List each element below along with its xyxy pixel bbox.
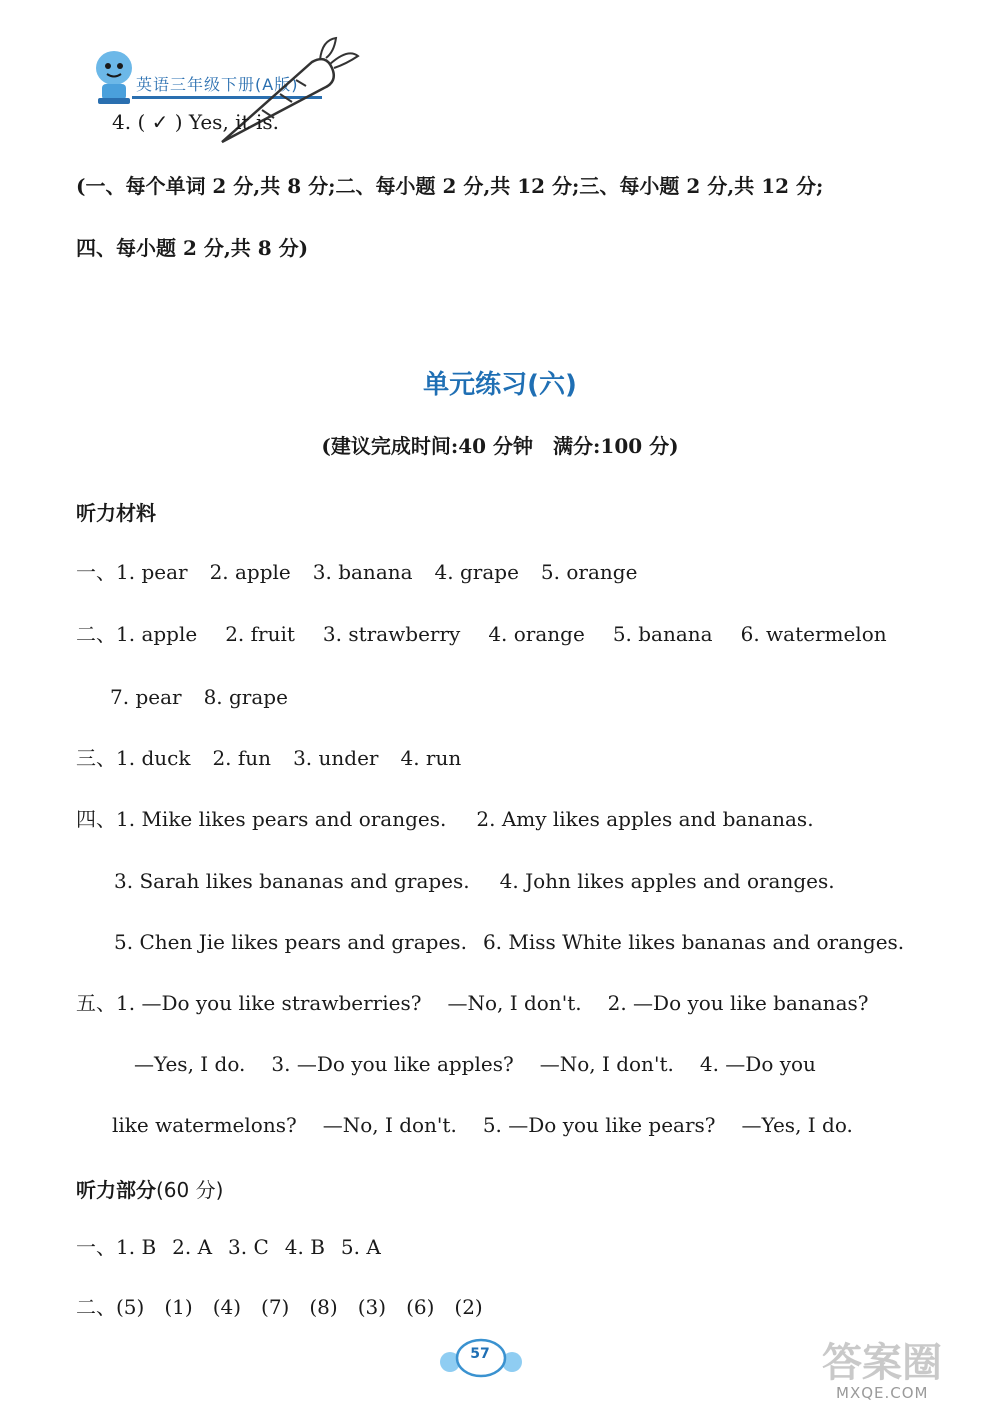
answer-item: 5. A bbox=[340, 1235, 381, 1259]
answer-item: (3) bbox=[357, 1295, 387, 1319]
list-item: 6. Miss White likes bananas and oranges. bbox=[482, 930, 905, 954]
list-item: 1. —Do you like strawberries? bbox=[116, 991, 422, 1015]
list-item: 4. —Do you bbox=[699, 1052, 816, 1076]
section-label: 五、 bbox=[76, 991, 116, 1015]
listening-part-title: 听力部分 bbox=[76, 1178, 156, 1202]
section-label: 二、 bbox=[76, 622, 116, 646]
list-item: 2. Amy likes apples and bananas. bbox=[476, 807, 814, 831]
section-label: 二、 bbox=[76, 1295, 116, 1319]
listening-part-heading bbox=[76, 1174, 223, 1203]
answer-item: (5) bbox=[116, 1295, 145, 1319]
list-item: 2. apple bbox=[209, 560, 291, 584]
list-item: 4. run bbox=[400, 746, 462, 770]
answer-item: (7) bbox=[261, 1295, 290, 1319]
answer-item: 4. B bbox=[284, 1235, 325, 1259]
list-item: 1. duck bbox=[116, 746, 191, 770]
list-item: like watermelons? bbox=[112, 1113, 297, 1137]
list-item: 4. grape bbox=[434, 560, 519, 584]
page-header bbox=[92, 34, 352, 114]
list-item: 3. strawberry bbox=[322, 622, 461, 646]
list-item: 7. pear bbox=[110, 685, 182, 709]
material-section-5-line2 bbox=[134, 1050, 920, 1078]
watermark-logo-text: 答案圈 bbox=[822, 1340, 942, 1386]
list-item: 5. Chen Jie likes pears and grapes. bbox=[114, 930, 467, 954]
listening-material-heading: 听力材料 bbox=[76, 501, 156, 525]
list-item: 1. pear bbox=[116, 560, 188, 584]
list-item: 1. apple bbox=[116, 622, 198, 646]
material-section-4-line3 bbox=[114, 928, 920, 956]
listening-part-score: (60 分) bbox=[156, 1178, 224, 1202]
scoring-note-line2: 四、每小题 2 分,共 8 分) bbox=[76, 236, 309, 260]
material-section-1 bbox=[76, 558, 920, 586]
unit-title: 单元练习(六) bbox=[423, 370, 577, 400]
list-item: 1. Mike likes pears and oranges. bbox=[116, 807, 447, 831]
section-label: 一、 bbox=[76, 560, 116, 584]
watermark-site: MXQE.COM bbox=[836, 1384, 929, 1402]
list-item: —No, I don't. bbox=[539, 1052, 674, 1076]
list-item: 3. —Do you like apples? bbox=[271, 1052, 514, 1076]
list-item: 5. —Do you like pears? bbox=[482, 1113, 716, 1137]
answer-item: 2. A bbox=[172, 1235, 213, 1259]
list-item: —No, I don't. bbox=[322, 1113, 457, 1137]
unit-subtitle: (建议完成时间:40 分钟 满分:100 分) bbox=[321, 434, 679, 458]
list-item: 8. grape bbox=[203, 685, 288, 709]
book-title: 英语三年级下册(A版) bbox=[136, 75, 299, 94]
cartoon-mascot-icon bbox=[92, 46, 136, 108]
answer-item: 3. C bbox=[228, 1235, 269, 1259]
list-item: 2. fun bbox=[212, 746, 272, 770]
answer-item: (6) bbox=[406, 1295, 435, 1319]
answer-item: (1) bbox=[164, 1295, 193, 1319]
section-label: 三、 bbox=[76, 746, 116, 770]
answer-4: 4. ( ✓ ) Yes, it is. bbox=[112, 110, 279, 134]
scoring-note-line1: (一、每个单词 2 分,共 8 分;二、每小题 2 分,共 12 分;三、每小题 2 分,共 12 分; bbox=[76, 174, 824, 198]
material-section-3 bbox=[76, 744, 920, 772]
page-number: 57 bbox=[470, 1346, 490, 1362]
answers-section-2 bbox=[76, 1293, 920, 1321]
material-section-2 bbox=[76, 620, 920, 648]
answer-item: 1. B bbox=[116, 1235, 157, 1259]
list-item: 5. banana bbox=[612, 622, 713, 646]
list-item: 2. fruit bbox=[225, 622, 295, 646]
list-item: 6. watermelon bbox=[740, 622, 887, 646]
list-item: 3. Sarah likes bananas and grapes. bbox=[114, 869, 470, 893]
list-item: —No, I don't. bbox=[447, 991, 582, 1015]
answer-item: (4) bbox=[212, 1295, 242, 1319]
section-label: 四、 bbox=[76, 807, 116, 831]
answer-item: (8) bbox=[309, 1295, 338, 1319]
list-item: 2. —Do you like bananas? bbox=[607, 991, 869, 1015]
answer-item: (2) bbox=[454, 1295, 483, 1319]
list-item: 5. orange bbox=[540, 560, 638, 584]
material-section-5 bbox=[76, 989, 920, 1017]
material-section-5-line3 bbox=[112, 1111, 920, 1139]
list-item: 4. John likes apples and oranges. bbox=[499, 869, 835, 893]
list-item: 4. orange bbox=[488, 622, 585, 646]
list-item: 3. under bbox=[293, 746, 379, 770]
list-item: 3. banana bbox=[312, 560, 413, 584]
list-item: —Yes, I do. bbox=[741, 1113, 853, 1137]
material-section-4 bbox=[76, 805, 920, 833]
section-label: 一、 bbox=[76, 1235, 116, 1259]
material-section-4-line2 bbox=[114, 867, 920, 895]
list-item: —Yes, I do. bbox=[134, 1052, 246, 1076]
material-section-2-cont bbox=[110, 683, 920, 711]
answers-section-1 bbox=[76, 1233, 920, 1261]
